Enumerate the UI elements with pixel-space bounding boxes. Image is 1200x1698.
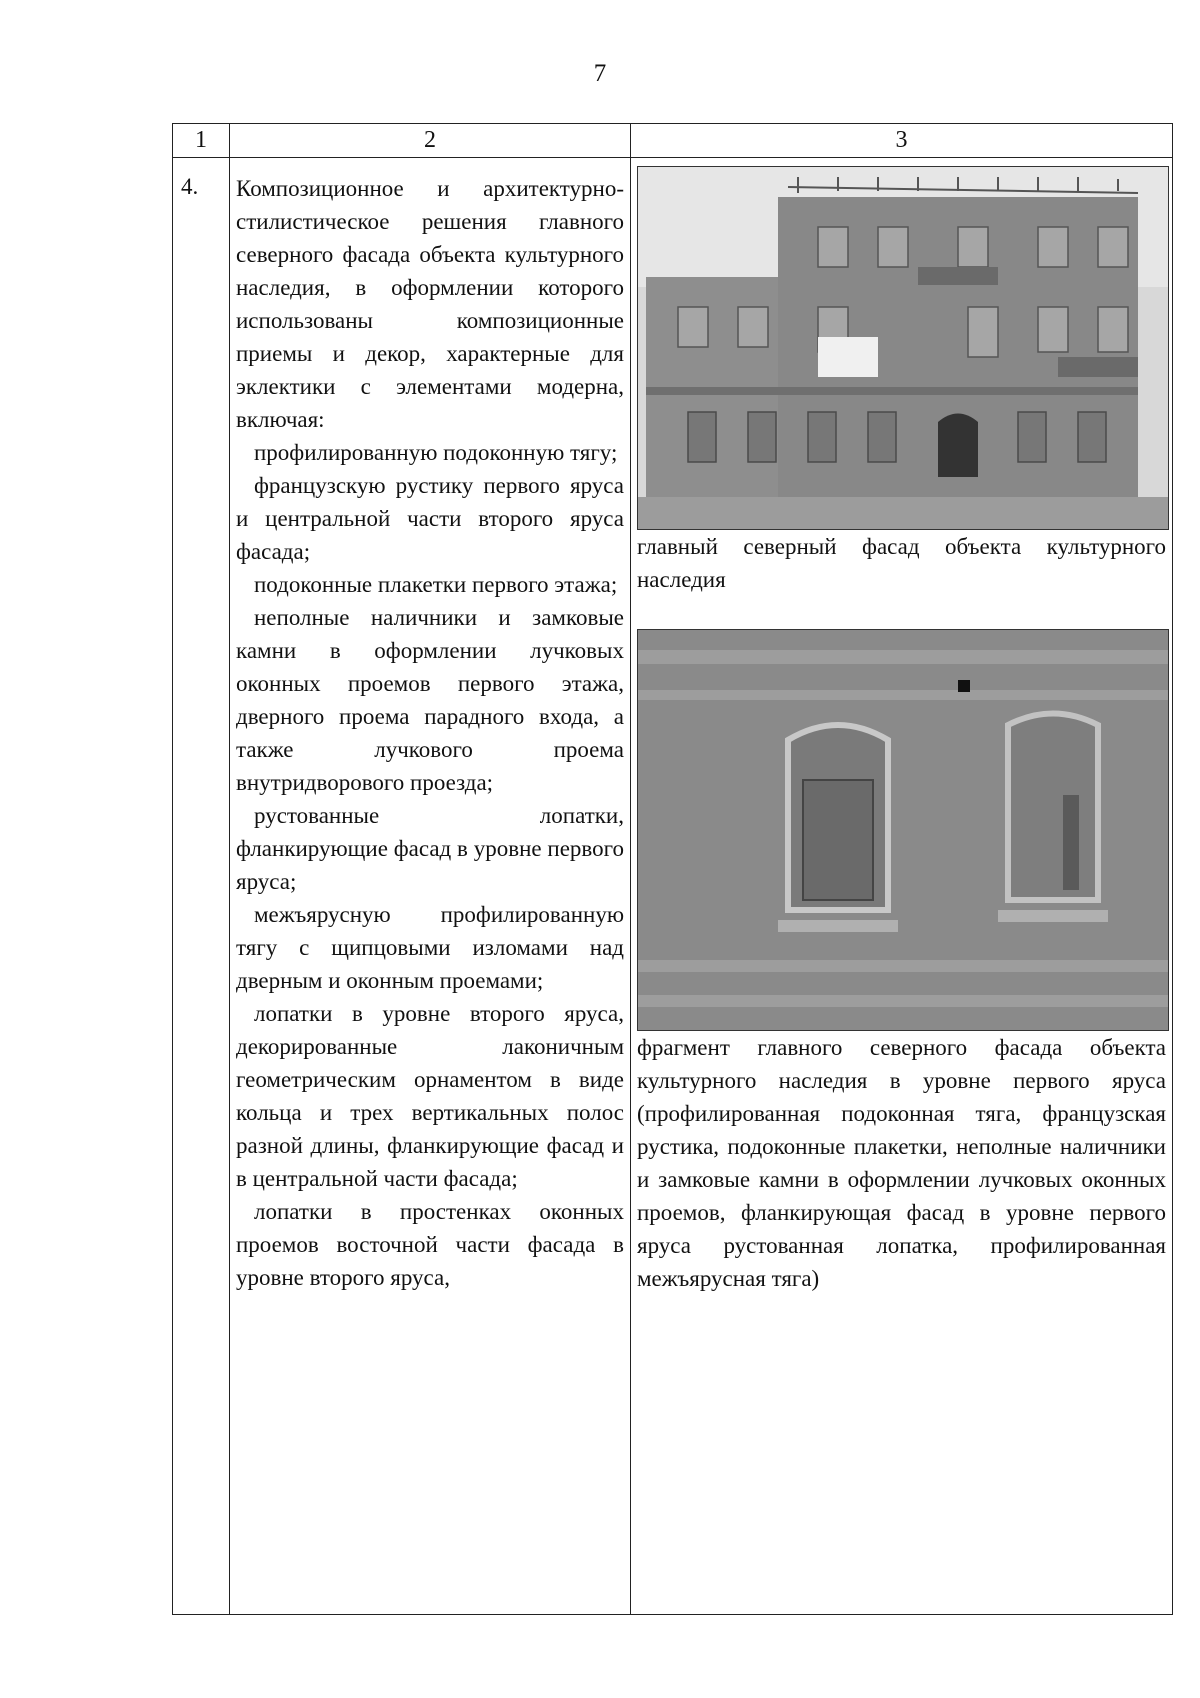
description-cell — [230, 158, 631, 1615]
lead-paragraph: Композиционное и архитектурно-стилистическое решения главного северного фасада объекта культурного наследия, в оформлении которого использованы композиционные приемы и декор, характерные для эклектики с элементами модерна, включая: — [236, 176, 624, 432]
facade-fragment-photo — [637, 629, 1169, 1031]
list-item: неполные наличники и замковые камни в оформлении лучковых оконных проемов первого этажа, дверного проема парадного входа, а также лучкового проема внутридворового проезда; — [236, 605, 624, 795]
facade-photo — [637, 166, 1169, 530]
list-item: рустованные лопатки, фланкирующие фасад в уровне первого яруса; — [236, 803, 624, 894]
list-item: межъярусную профилированную тягу с щипцовыми изломами над дверным и оконным проемами; — [236, 902, 624, 993]
header-col-3: 3 — [631, 124, 1173, 158]
list-item: подоконные плакетки первого этажа; — [254, 572, 618, 597]
document-table — [172, 123, 1173, 1615]
table-header-row — [173, 124, 1173, 158]
header-col-1: 1 — [173, 124, 230, 158]
page-number: 7 — [593, 60, 607, 87]
photo-1-caption: главный северный фасад объекта культурного наследия — [637, 534, 1166, 592]
row-number: 4. — [173, 158, 230, 1615]
list-item: лопатки в простенках оконных проемов восточной части фасада в уровне второго яруса, — [236, 1199, 624, 1290]
photo-cell — [631, 158, 1173, 1615]
header-col-2: 2 — [230, 124, 631, 158]
table-row — [173, 158, 1173, 1615]
photo-2-caption: фрагмент главного северного фасада объекта культурного наследия в уровне первого яруса (профилированная подоконная тяга, французская рустика, подоконные плакетки, неполные наличники и замковые камни в оформлении лучковых оконных проемов, фланкирующая фасад в уровне первого яруса рустованная лопатка, профилированная межъярусная тяга) — [637, 1035, 1166, 1291]
list-item: профилированную подоконную тягу; — [254, 440, 618, 465]
list-item: французскую рустику первого яруса и центральной части второго яруса фасада; — [236, 473, 624, 564]
list-item: лопатки в уровне второго яруса, декорированные лаконичным геометрическим орнаментом в виде кольца и трех вертикальных полос разной длины, фланкирующие фасад и в центральной части фасада; — [236, 1001, 624, 1191]
